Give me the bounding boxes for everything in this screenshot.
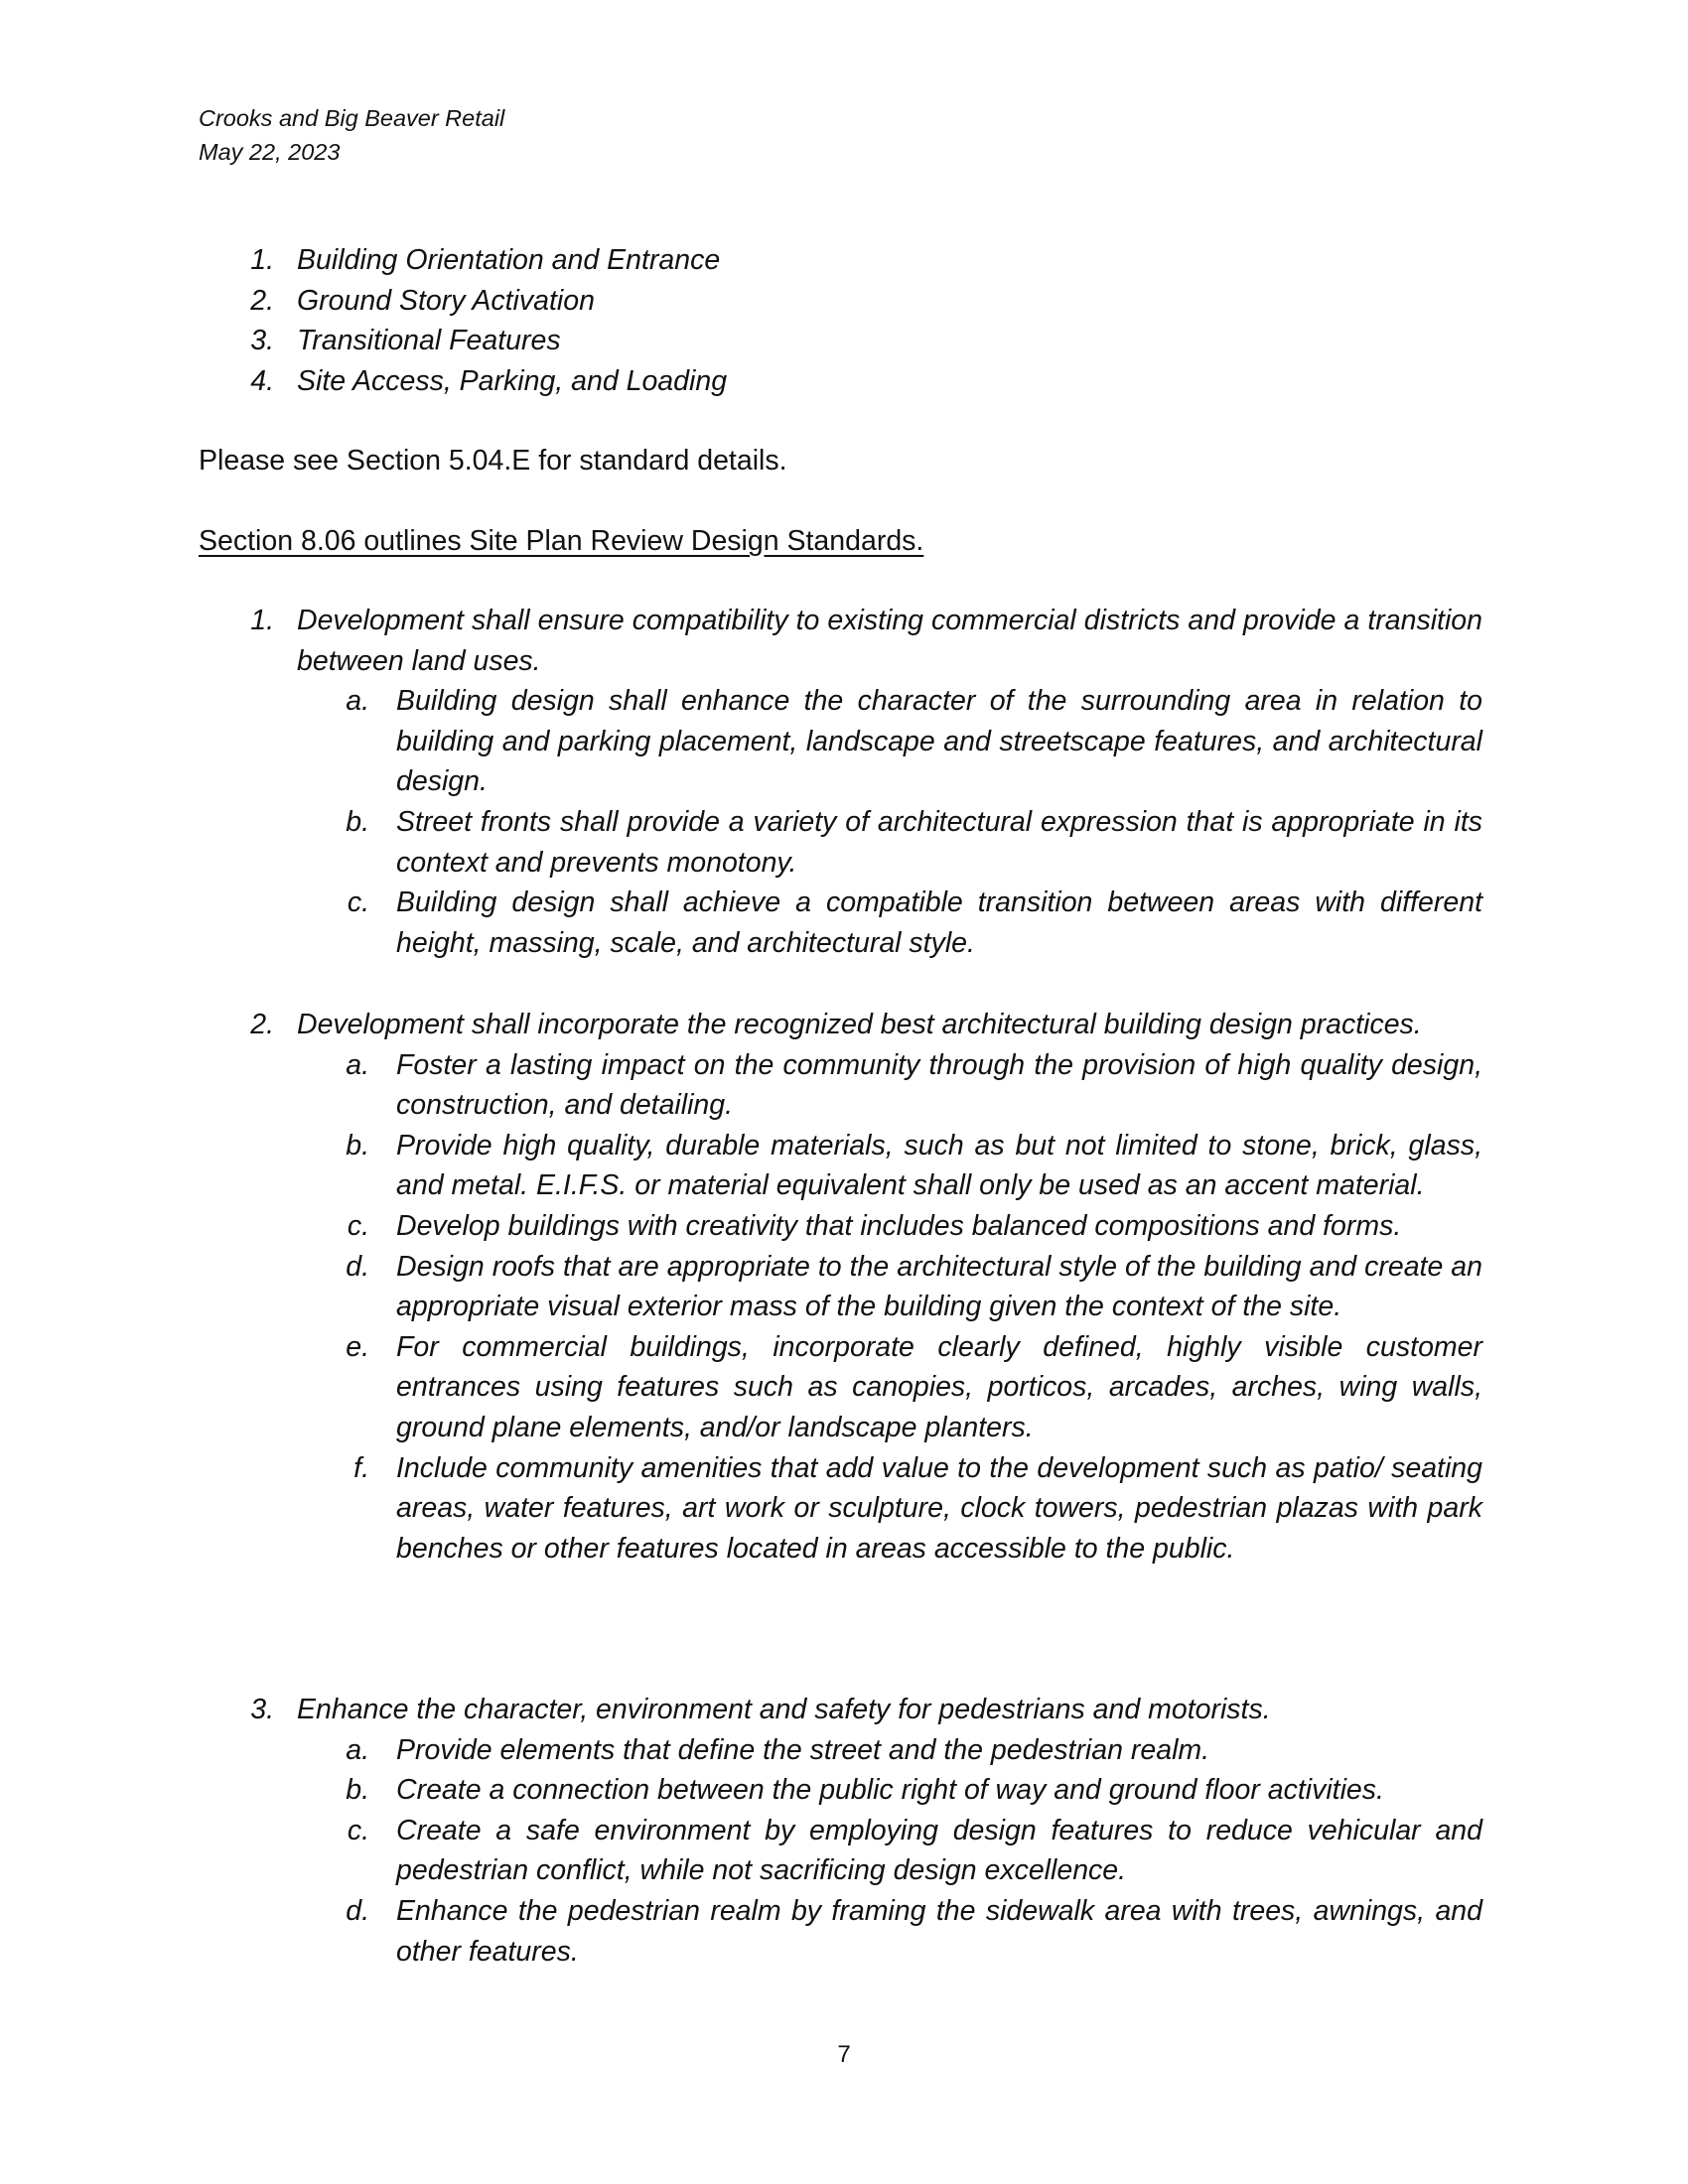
standard-item: [199, 1690, 1482, 1730]
standard-text: Development shall ensure compatibility to existing commercial districts and provide a transition between land uses.: [297, 605, 1482, 677]
sub-item: [199, 883, 1482, 963]
standard-item: [199, 601, 1482, 681]
sub-item: [199, 1730, 1482, 1771]
sub-item: [199, 1811, 1482, 1891]
list-item-number: 3.: [250, 325, 274, 356]
sub-item: [199, 1448, 1482, 1570]
list-item-text: Site Access, Parking, and Loading: [297, 364, 728, 397]
section-heading: Section 8.06 outlines Site Plan Review Design Standards.: [199, 525, 924, 557]
header-date: May 22, 2023: [199, 139, 341, 165]
list-item-number: 2.: [250, 284, 274, 317]
list-item-number: 1.: [250, 244, 274, 276]
sub-item-letter: d.: [346, 1250, 369, 1283]
design-standards-list: [199, 240, 727, 401]
sub-item-letter: c.: [347, 887, 369, 919]
sub-item: [199, 681, 1482, 802]
sub-item-letter: c.: [347, 1209, 369, 1242]
sub-item-text: Create a connection between the public right of way and ground floor activities.: [396, 1774, 1384, 1807]
standard-number: 1.: [250, 605, 274, 636]
sub-item: [199, 1891, 1482, 1972]
standard-text: Enhance the character, environment and safety for pedestrians and motorists.: [297, 1694, 1271, 1725]
list-item: [199, 361, 727, 402]
sub-item-text: Provide elements that define the street and the pedestrian realm.: [396, 1733, 1210, 1766]
sub-item-letter: e.: [346, 1330, 369, 1363]
sub-item: [199, 1247, 1482, 1327]
standard-block-1: [199, 601, 1482, 963]
standard-block-2: [199, 1005, 1482, 1569]
list-item-text: Transitional Features: [297, 325, 561, 356]
list-item-text: Building Orientation and Entrance: [297, 244, 721, 276]
sub-item-letter: a.: [346, 1048, 369, 1081]
document-header: [199, 101, 504, 169]
sub-item: [199, 1126, 1482, 1206]
sub-item-text: Enhance the pedestrian realm by framing the sidewalk area with trees, awnings, and other features.: [396, 1894, 1482, 1968]
sub-item-text: Include community amenities that add value to the development such as patio/ seating areas, water features, art work or sculpture, clock towers, pedestrian plazas with park benches or other features located in areas accessible to the public.: [396, 1451, 1482, 1565]
sub-item-letter: c.: [347, 1814, 369, 1846]
sub-item-text: Design roofs that are appropriate to the architectural style of the building and create an appropriate visual exterior mass of the building given the context of the site.: [396, 1250, 1482, 1323]
page-number: 7: [837, 2041, 851, 2068]
sub-item-text: Develop buildings with creativity that includes balanced compositions and forms.: [396, 1209, 1402, 1242]
list-item-text: Ground Story Activation: [297, 284, 595, 317]
header-project-title: Crooks and Big Beaver Retail: [199, 105, 505, 131]
sub-item: [199, 1045, 1482, 1126]
sub-item: [199, 802, 1482, 883]
list-item: [199, 321, 727, 361]
standard-item: [199, 1005, 1482, 1045]
sub-item-text: Create a safe environment by employing design features to reduce vehicular and pedestrian conflict, while not sacrificing design excellence.: [396, 1814, 1482, 1887]
sub-item-text: Street fronts shall provide a variety of architectural expression that is appropriate in its context and prevents monotony.: [396, 805, 1482, 879]
standard-text: Development shall incorporate the recognized best architectural building design practices.: [297, 1009, 1422, 1040]
sub-item-letter: f.: [353, 1451, 369, 1484]
sub-item: [199, 1327, 1482, 1448]
sub-item-letter: a.: [346, 1733, 369, 1766]
sub-item: [199, 1206, 1482, 1247]
list-item: [199, 240, 727, 281]
sub-item-text: Provide high quality, durable materials, such as but not limited to stone, brick, glass, and metal. E.I.F.S. or material equivalent shall only be used as an accent material.: [396, 1129, 1482, 1202]
sub-item-letter: b.: [346, 805, 369, 838]
sub-item-letter: b.: [346, 1774, 369, 1807]
sub-item-text: Foster a lasting impact on the community through the provision of high quality design, construction, and detailing.: [396, 1048, 1482, 1122]
sub-item-letter: a.: [346, 685, 369, 718]
sub-item-letter: d.: [346, 1894, 369, 1927]
sub-item-text: For commercial buildings, incorporate clearly defined, highly visible customer entrances using features such as canopies, porticos, arcades, arches, wing walls, ground plane elements, and/or landscape planters.: [396, 1330, 1482, 1443]
standard-number: 2.: [250, 1009, 274, 1040]
sub-item-text: Building design shall enhance the character of the surrounding area in relation to building and parking placement, landscape and streetscape features, and architectural design.: [396, 685, 1482, 798]
list-item-number: 4.: [250, 364, 274, 397]
sub-item: [199, 1770, 1482, 1811]
sub-item-text: Building design shall achieve a compatible transition between areas with different height, massing, scale, and architectural style.: [396, 887, 1482, 959]
standard-number: 3.: [250, 1694, 274, 1725]
standard-details-paragraph: Please see Section 5.04.E for standard details.: [199, 445, 787, 477]
standard-block-3: [199, 1690, 1482, 1972]
sub-item-letter: b.: [346, 1129, 369, 1161]
list-item: [199, 281, 727, 322]
